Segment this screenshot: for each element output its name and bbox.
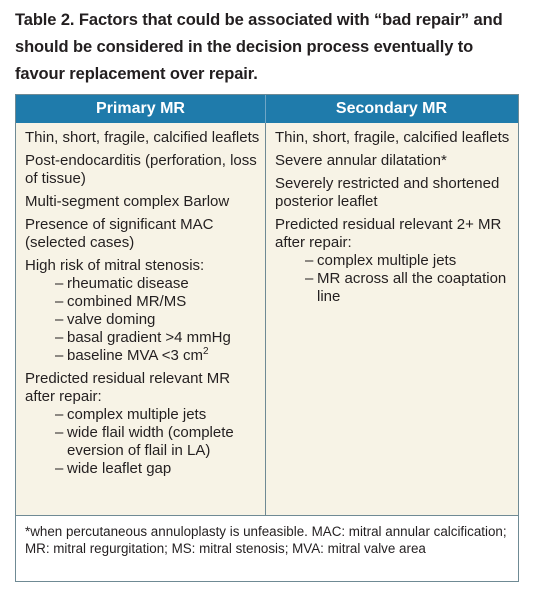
- primary-item-leaflets: Thin, short, fragile, calcified leaflets: [25, 129, 260, 146]
- mva-superscript: 2: [203, 346, 209, 357]
- stenosis-sub-item: – rheumatic disease: [55, 275, 261, 293]
- header-secondary-mr: Secondary MR: [335, 100, 448, 117]
- stenosis-sub-item: – combined MR/MS: [55, 293, 261, 311]
- column-divider: [265, 123, 266, 515]
- header-divider: [265, 95, 266, 123]
- secondary-residual-label: Predicted residual relevant 2+ MR after repair:: [275, 216, 502, 251]
- secondary-mr-column: [275, 129, 515, 311]
- secondary-item-residual: [275, 216, 515, 306]
- secondary-item-annular: Severe annular dilatation*: [275, 152, 447, 169]
- table-body-row: [16, 123, 518, 516]
- stenosis-sub-item: – valve doming: [55, 311, 261, 329]
- table-header-row: [16, 95, 518, 123]
- secondary-residual-sublist: [275, 252, 515, 306]
- primary-item-mac: Presence of significant MAC (selected cases): [25, 216, 214, 251]
- secondary-residual-sub-item: – complex multiple jets: [305, 252, 515, 270]
- table-footnote: *when percutaneous annuloplasty is unfeasible. MAC: mitral annular calcification; MR: mitral regurgitation; MS: mitral stenosis; MVA: mitral valve area: [25, 524, 507, 556]
- primary-item-stenosis: [25, 257, 261, 365]
- primary-residual-sublist: [25, 406, 261, 478]
- primary-residual-sub-item: – complex multiple jets: [55, 406, 261, 424]
- table-caption: Table 2. Factors that could be associated with “bad repair” and should be considered in the decision process eventually to favour replacement over repair.: [15, 11, 503, 83]
- secondary-residual-sub-item: – MR across all the coaptation line: [305, 270, 515, 306]
- mva-text: baseline MVA <3 cm: [67, 347, 204, 364]
- primary-residual-label: Predicted residual relevant MR after repair:: [25, 370, 231, 405]
- primary-item-endocarditis: Post-endocarditis (perforation, loss of tissue): [25, 152, 257, 187]
- header-primary-mr: Primary MR: [96, 100, 185, 117]
- primary-mr-column: [25, 129, 261, 483]
- primary-item-residual: [25, 370, 261, 478]
- stenosis-label: High risk of mitral stenosis:: [25, 257, 205, 274]
- primary-residual-sub-item: – wide flail width (complete eversion of flail in LA): [55, 424, 261, 460]
- stenosis-sublist: [25, 275, 261, 365]
- primary-residual-sub-item: – wide leaflet gap: [55, 460, 261, 478]
- stenosis-sub-item-mva: [55, 347, 261, 365]
- stenosis-sub-item: – basal gradient >4 mmHg: [55, 329, 261, 347]
- secondary-item-leaflets: Thin, short, fragile, calcified leaflets: [275, 129, 510, 146]
- secondary-item-posterior: Severely restricted and shortened posterior leaflet: [275, 175, 500, 210]
- factors-table: [15, 94, 519, 582]
- primary-item-barlow: Multi-segment complex Barlow: [25, 193, 230, 210]
